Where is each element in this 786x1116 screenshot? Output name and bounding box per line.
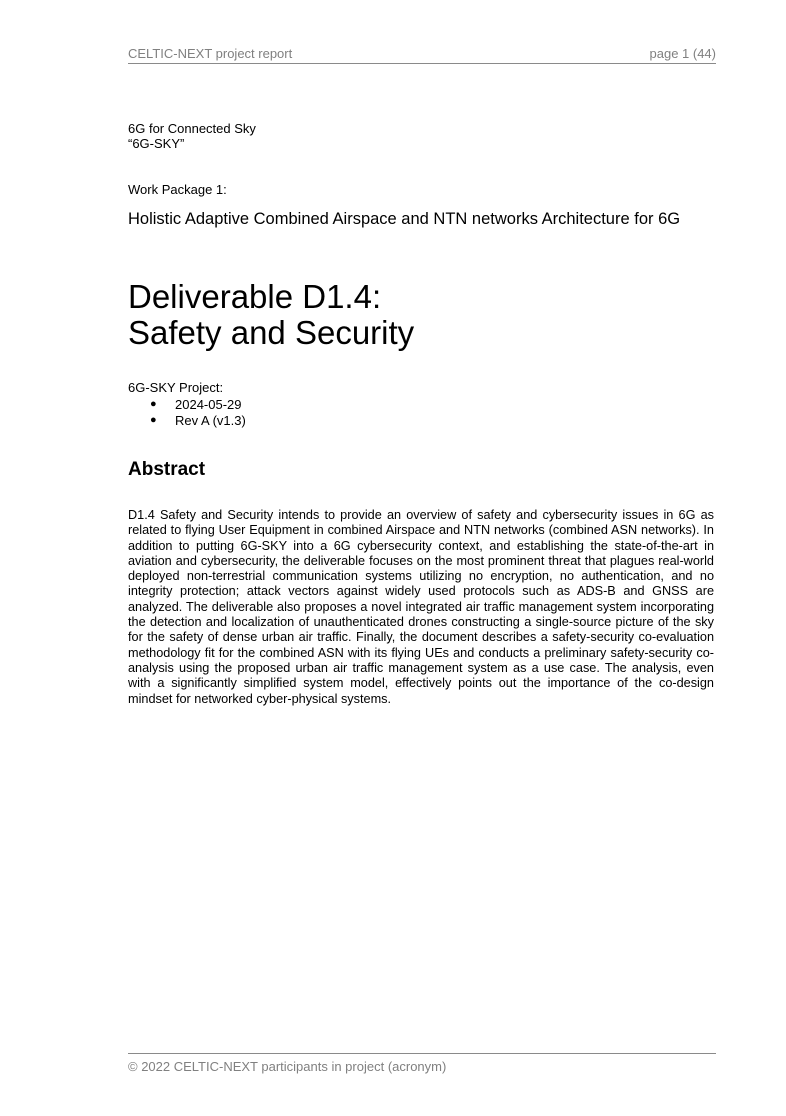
work-package-label: Work Package 1: bbox=[128, 182, 227, 197]
header-page-number: page 1 (44) bbox=[649, 46, 716, 61]
abstract-heading: Abstract bbox=[128, 459, 206, 480]
header-report-title: CELTIC-NEXT project report bbox=[128, 46, 293, 61]
project-block bbox=[128, 121, 256, 151]
meta-label: 6G-SKY Project: bbox=[128, 380, 224, 395]
list-item bbox=[128, 413, 246, 429]
project-name: 6G for Connected Sky bbox=[128, 121, 256, 136]
project-acronym: “6G-SKY” bbox=[128, 136, 185, 151]
abstract-text: D1.4 Safety and Security intends to provide an overview of safety and cybersecurity issues in 6G as related to flying User Equipment in combined Airspace and NTN networks (combined ASN networks). In addition to putting 6G-SKY into a 6G cybersecurity context, and establishing the state-of-the-art in aviation and cybersecurity, the deliverable focuses on the most prominent threat that plagues real-world deployed non-terrestrial communication systems utilizing no encryption, no authentication, and no integrity protection; attack vectors against widely used protocols such as ADS-B and GNSS are analyzed. The deliverable also proposes a novel integrated air traffic management system incorporating the detection and localization of unauthenticated drones constructing a single-source picture of the sky for the safety of dense urban air traffic. Finally, the document describes a safety-security co-evaluation methodology fit for the combined ASN with its flying UEs and conducts a preliminary safety-security co-analysis using the proposed urban air traffic management system as a use case. The analysis, even with a significantly simplified system model, effectively points out the importance of the co-design mindset for networked cyber-physical systems. bbox=[128, 508, 714, 706]
page-header bbox=[128, 46, 716, 64]
meta-revision: Rev A (v1.3) bbox=[175, 412, 246, 428]
footer-copyright: © 2022 CELTIC-NEXT participants in project (acronym) bbox=[128, 1059, 447, 1074]
deliverable-title-line1: Deliverable D1.4: bbox=[128, 278, 382, 315]
meta-list bbox=[128, 397, 246, 428]
work-package-title: Holistic Adaptive Combined Airspace and NTN networks Architecture for 6G bbox=[128, 210, 681, 228]
deliverable-title bbox=[128, 279, 414, 351]
bullet-icon: ● bbox=[150, 398, 157, 410]
deliverable-title-line2: Safety and Security bbox=[128, 314, 415, 351]
bullet-icon: ● bbox=[150, 413, 157, 426]
meta-date: 2024-05-29 bbox=[175, 397, 242, 412]
page-footer bbox=[128, 1053, 716, 1074]
list-item bbox=[128, 397, 246, 413]
